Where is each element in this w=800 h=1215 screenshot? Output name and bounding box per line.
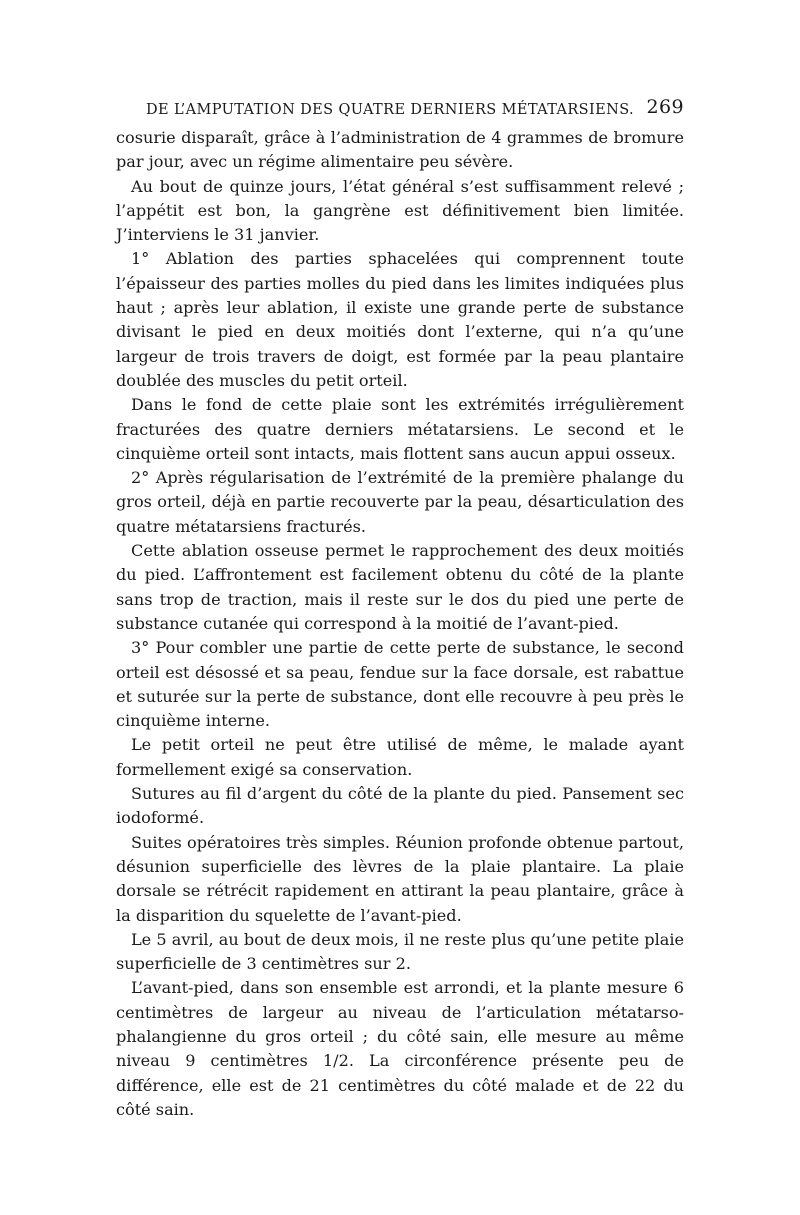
paragraph: Cette ablation osseuse permet le rapprochement des deux moitiés du pied. L’affrontement est facilement obtenu du côté de la plante sans trop de traction, mais il reste sur le dos du pied une perte de substance cutanée qui correspond à la moitié de l’avant-pied. [116,541,684,633]
running-title: DE L’AMPUTATION DES QUATRE DERNIERS MÉTATARSIENS. [146,102,635,118]
paragraph: 3° Pour combler une partie de cette perte de substance, le second orteil est désossé et sa peau, fendue sur la face dorsale, est rabattue et suturée sur la perte de substance, dont elle recouvre à peu près le cinquième interne. [116,638,684,731]
body-text [116,126,684,1122]
paragraph: Sutures au fil d’argent du côté de la plante du pied. Pansement sec iodoformé. [116,784,684,828]
paragraph: Suites opératoires très simples. Réunion profonde obtenue partout, désunion superficielle des lèvres de la plaie plantaire. La plaie dorsale se rétrécit rapidement en attirant la peau plantaire, grâce à la disparition du squelette de l’avant-pied. [116,832,684,925]
paragraph: L’avant-pied, dans son ensemble est arrondi, et la plante mesure 6 centimètres de largeur au niveau de l’articulation métatarso-phalangienne du gros orteil ; du côté sain, elle mesure au même niveau 9 centimètres 1/2. La circonférence présente peu de différence, elle est de 21 centimètres du côté malade et de 22 du côté sain. [116,978,684,1119]
page-number: 269 [646,96,684,118]
paragraph: Le 5 avril, au bout de deux mois, il ne reste plus qu’une petite plaie superficielle de 3 centimètres sur 2. [116,929,684,974]
paragraph: Au bout de quinze jours, l’état général s’est suffisamment relevé ; l’appétit est bon, la gangrène est définitivement bien limitée. J’interviens le 31 janvier. [116,176,684,245]
paragraph: Le petit orteil ne peut être utilisé de même, le malade ayant formellement exigé sa conservation. [116,735,684,779]
running-head [116,92,684,126]
paragraph: 2° Après régularisation de l’extrémité de la première phalange du gros orteil, déjà en partie recouverte par la peau, désarticulation des quatre métatarsiens fracturés. [116,468,684,536]
paragraph: Dans le fond de cette plaie sont les extrémités irrégulièrement fracturées des quatre derniers métatarsiens. Le second et le cinquième orteil sont intacts, mais flottent sans aucun appui osseux. [116,395,684,463]
book-page [116,92,684,1122]
paragraph: 1° Ablation des parties sphacelées qui comprennent toute l’épaisseur des parties molles du pied dans les limites indiquées plus haut ; après leur ablation, il existe une grande perte de substance divisant le pied en deux moitiés dont l’externe, qui n’a qu’une largeur de trois travers de doigt, est formée par la peau plantaire doublée des muscles du petit orteil. [116,249,684,390]
paragraph-continued: cosurie disparaît, grâce à l’administration de 4 grammes de bromure par jour, avec un régime alimentaire peu sévère. [116,128,684,172]
